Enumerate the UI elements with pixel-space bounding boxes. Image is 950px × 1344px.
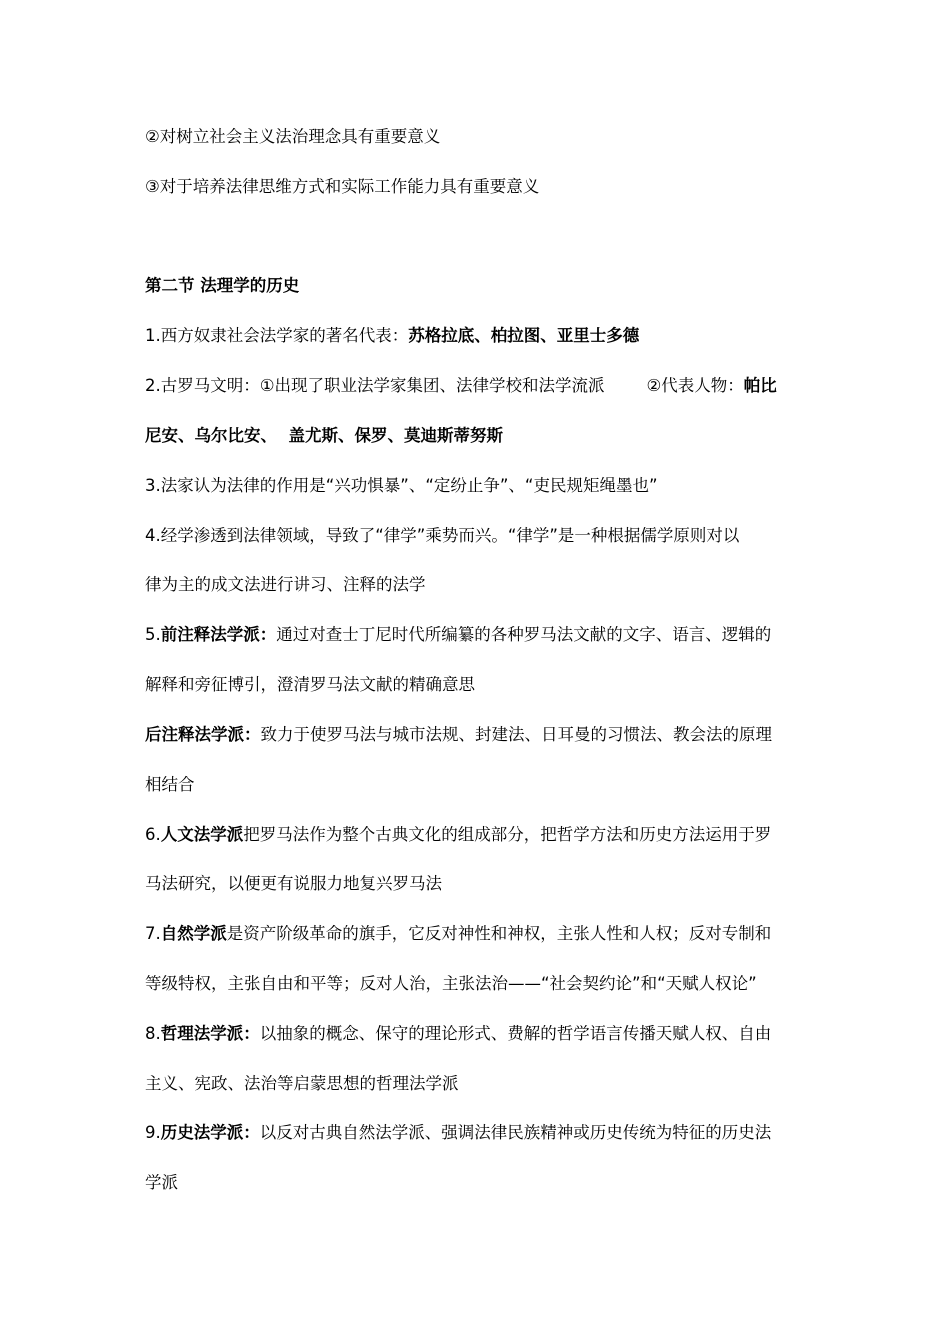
text-line — [145, 1021, 825, 1047]
text-run: 3.法家认为法律的作用是“兴功惧暴”、“定纷止争”、“吏民规矩绳墨也” — [145, 476, 658, 495]
text-line — [145, 373, 825, 399]
text-run: 是资产阶级革命的旗手，它反对神性和神权，主张人性和人权；反对专制和 — [226, 924, 772, 943]
bold-run: 尼安、乌尔比安、 盖尤斯、保罗、莫迪斯蒂努斯 — [145, 426, 503, 445]
text-line — [145, 1170, 825, 1196]
text-run: 解释和旁征博引，澄清罗马法文献的精确意思 — [145, 675, 475, 694]
bold-run: 历史法学派： — [160, 1123, 260, 1142]
text-line — [145, 722, 825, 748]
text-run: 把罗马法作为整个古典文化的组成部分，把哲学方法和历史方法运用于罗 — [243, 825, 772, 844]
text-run: 以反对古典自然法学派、强调法律民族精神或历史传统为特征的历史法 — [259, 1123, 772, 1142]
text-line — [145, 772, 825, 798]
section-heading — [145, 273, 825, 299]
text-line — [145, 822, 825, 848]
text-run: 以抽象的概念、保守的理论形式、费解的哲学语言传播天赋人权、自由 — [259, 1024, 772, 1043]
text-line — [145, 1071, 825, 1097]
text-run: 9. — [145, 1123, 161, 1142]
text-line — [145, 473, 825, 499]
text-run: ③对于培养法律思维方式和实际工作能力具有重要意义 — [145, 177, 540, 196]
text-run: 致力于使罗马法与城市法规、封建法、日耳曼的习惯法、教会法的原理 — [260, 725, 772, 744]
text-line — [145, 523, 825, 549]
text-run: 5. — [145, 625, 161, 644]
text-run: ②对树立社会主义法治理念具有重要意义 — [145, 127, 441, 146]
bold-run: 帕比 — [743, 376, 777, 395]
bold-run: 后注释法学派： — [145, 725, 261, 744]
text-line — [145, 971, 825, 997]
text-line — [145, 323, 825, 349]
text-line — [145, 921, 825, 947]
text-run: 第二节 法理学的历史 — [145, 276, 300, 295]
text-run: 马法研究，以便更有说服力地复兴罗马法 — [145, 874, 442, 893]
text-run: 1.西方奴隶社会法学家的著名代表： — [145, 326, 409, 345]
text-run: 学派 — [145, 1173, 178, 1192]
text-line — [145, 174, 825, 200]
text-line — [145, 1120, 825, 1146]
text-line — [145, 672, 825, 698]
text-line — [145, 622, 825, 648]
bold-run: 哲理法学派： — [160, 1024, 260, 1043]
bold-run: 前注释法学派： — [160, 625, 277, 644]
text-line — [145, 871, 825, 897]
text-run: 2.古罗马文明：①出现了职业法学家集团、法律学校和法学流派 ②代表人物： — [145, 376, 744, 395]
text-line — [145, 124, 825, 150]
bold-run: 苏格拉底、柏拉图、亚里士多德 — [408, 326, 640, 345]
text-run: 7. — [145, 924, 161, 943]
text-run: 8. — [145, 1024, 161, 1043]
text-run: 律为主的成文法进行讲习、注释的法学 — [145, 575, 426, 594]
text-run: 通过对查士丁尼时代所编纂的各种罗马法文献的文字、语言、逻辑的 — [276, 625, 772, 644]
text-run: 主义、宪政、法治等启蒙思想的哲理法学派 — [145, 1074, 459, 1093]
text-run: 4.经学渗透到法律领域，导致了“律学”乘势而兴。“律学”是一种根据儒学原则对以 — [145, 526, 740, 545]
bold-run: 自然学派 — [160, 924, 227, 943]
text-line — [145, 423, 825, 449]
bold-run: 人文法学派 — [160, 825, 244, 844]
text-line — [145, 572, 825, 598]
text-run: 相结合 — [145, 775, 195, 794]
text-run: 等级特权，主张自由和平等；反对人治，主张法治——“社会契约论”和“天赋人权论” — [145, 974, 757, 993]
text-run: 6. — [145, 825, 161, 844]
